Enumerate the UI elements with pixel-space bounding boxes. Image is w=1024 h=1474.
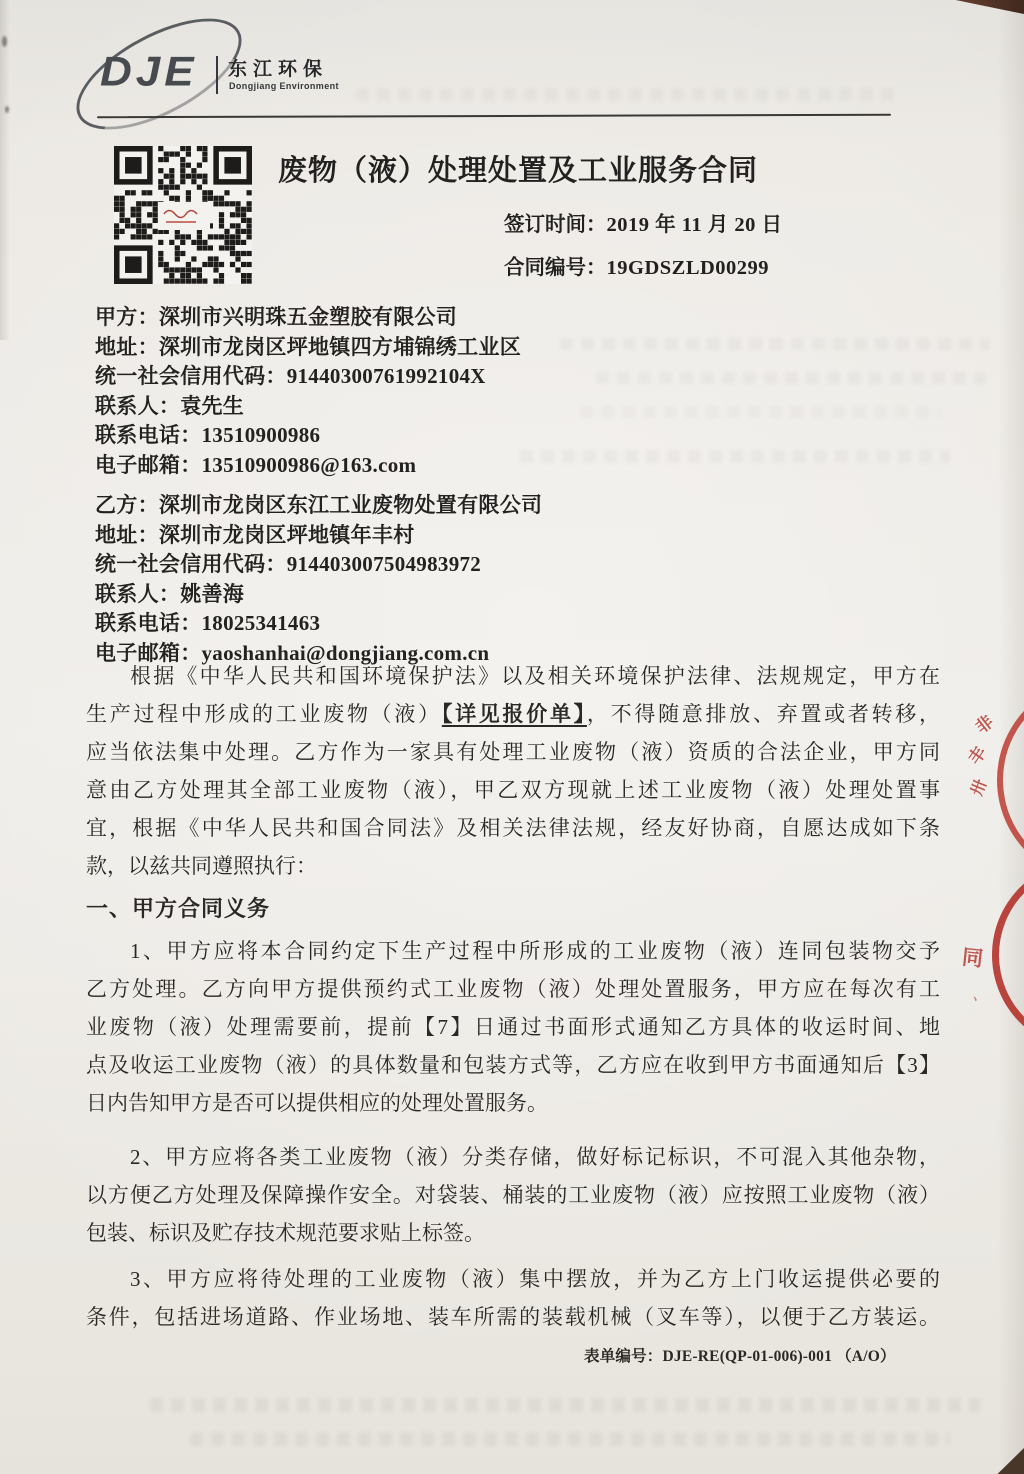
stamp-glyph: 、 xyxy=(972,987,990,1006)
qr-code xyxy=(114,146,252,284)
intro-line: 款，以兹共同遵照执行： xyxy=(86,854,317,878)
sign-date-row xyxy=(504,207,783,237)
party-b-line: 电子邮箱：yaoshanhai@dongjiang.com.cn xyxy=(95,640,490,665)
sign-date-label: 签订时间： xyxy=(504,214,607,236)
paper-speck xyxy=(5,106,9,113)
clause-line: 3、甲方应将待处理的工业废物（液）集中摆放，并为乙方上门收运提供必要的 xyxy=(130,1267,940,1291)
stamp-glyph: 同 xyxy=(960,944,985,972)
inkbleed-ghost xyxy=(596,372,986,384)
party-a-line: 联系人：袁先生 xyxy=(95,393,245,418)
contract-no-row xyxy=(504,250,769,280)
logo-letters: DJE xyxy=(100,48,198,95)
inkbleed-ghost xyxy=(356,88,896,101)
party-b-line: 联系电话：18025341463 xyxy=(95,611,321,635)
contract-no-value: 19GDSZLD00299 xyxy=(606,257,770,279)
clause-line: 条件，包括进场道路、作业场地、装车所需的装载机械（叉车等），以便于乙方装运。 xyxy=(86,1305,940,1329)
intro-line xyxy=(86,695,940,733)
logo-divider xyxy=(216,56,218,94)
sign-date-value: 2019 年 11 月 20 日 xyxy=(606,214,783,236)
quotation-ref-emphasis: 【详见报价单】 xyxy=(441,702,587,726)
contract-body xyxy=(86,657,940,1336)
inkbleed-ghost xyxy=(190,1432,950,1446)
intro-line: 宜，根据《中华人民共和国合同法》及相关法律法规，经友好协商，自愿达成如下条 xyxy=(86,816,940,840)
clause-line: 1、甲方应将本合同约定下生产过程中所形成的工业废物（液）连同包装物交予 xyxy=(130,939,940,963)
clause-line: 乙方处理。乙方向甲方提供预约式工业废物（液）处理处置服务，甲方应在每次有工 xyxy=(86,977,940,1001)
party-a-line: 统一社会信用代码：91440300761992104X xyxy=(95,364,486,388)
intro-line: 意由乙方处理其全部工业废物（液），甲乙双方现就上述工业废物（液）处理处置事 xyxy=(86,778,940,802)
section-heading: 一、甲方合同义务 xyxy=(86,896,271,921)
clause-line: 点及收运工业废物（液）的具体数量和包装方式等，乙方应在收到甲方书面通知后【3】 xyxy=(86,1053,940,1077)
clause-line: 2、甲方应将各类工业废物（液）分类存储，做好标记标识，不可混入其他杂物， xyxy=(130,1145,940,1169)
intro-line-pre: 生产过程中形成的工业废物（液） xyxy=(86,702,442,726)
intro-line: 根据《中华人民共和国环境保护法》以及相关环境保护法律、法规规定，甲方在 xyxy=(130,664,940,688)
intro-line-post: ，不得随意排放、弃置或者转移， xyxy=(586,702,941,726)
company-logo xyxy=(96,44,426,118)
party-b-line: 乙方：深圳市龙岗区东江工业废物处置有限公司 xyxy=(95,493,543,517)
party-a-line: 联系电话：13510900986 xyxy=(95,423,321,447)
inkbleed-ghost xyxy=(560,338,990,350)
intro-line: 应当依法集中处理。乙方作为一家具有处理工业废物（液）资质的合法企业，甲方同 xyxy=(86,740,940,764)
clause-line: 包装、标识及贮存技术规范要求贴上标签。 xyxy=(86,1221,485,1245)
party-a-info xyxy=(95,303,521,480)
clause-line: 日内告知甲方是否可以提供相应的处理处置服务。 xyxy=(86,1091,548,1115)
inkbleed-ghost xyxy=(150,1398,980,1412)
stamp-glyph: 非 xyxy=(971,711,998,738)
party-b-line: 地址：深圳市龙岗区坪地镇年丰村 xyxy=(95,522,415,547)
party-b-info xyxy=(95,491,542,668)
contract-no-label: 合同编号： xyxy=(504,257,607,279)
party-a-line: 甲方：深圳市兴明珠五金塑胶有限公司 xyxy=(95,305,458,329)
party-a-line: 地址：深圳市龙岗区坪地镇四方埔锦绣工业区 xyxy=(95,334,521,359)
logo-company-name-en: Dongjiang Environment xyxy=(229,81,339,91)
stamp-glyph: 丰 xyxy=(964,743,991,768)
page-title: 废物（液）处理处置及工业服务合同 xyxy=(278,155,759,187)
inkbleed-ghost xyxy=(520,450,950,463)
paper-speck xyxy=(2,36,7,47)
party-b-line: 联系人：姚善海 xyxy=(95,581,245,606)
party-a-line: 电子邮箱：13510900986@163.com xyxy=(95,452,417,477)
clause-line: 业废物（液）处理需要前，提前【7】日通过书面形式通知乙方具体的收运时间、地 xyxy=(86,1015,940,1039)
form-number-label: 表单编号： xyxy=(584,1348,663,1365)
paper-edge-shade xyxy=(0,0,10,340)
logo-company-name-cn: 东江环保 xyxy=(228,59,329,80)
inkbleed-ghost xyxy=(580,406,940,418)
form-number-value: DJE-RE(QP-01-006)-001 （A/O） xyxy=(662,1348,896,1365)
stamp-glyph: 卅 xyxy=(968,777,991,799)
party-b-line: 统一社会信用代码：914403007504983972 xyxy=(95,552,482,576)
clause-line: 以方便乙方处理及保障操作安全。对袋装、桶装的工业废物（液）应按照工业废物（液） xyxy=(86,1183,940,1207)
form-number xyxy=(584,1344,896,1366)
